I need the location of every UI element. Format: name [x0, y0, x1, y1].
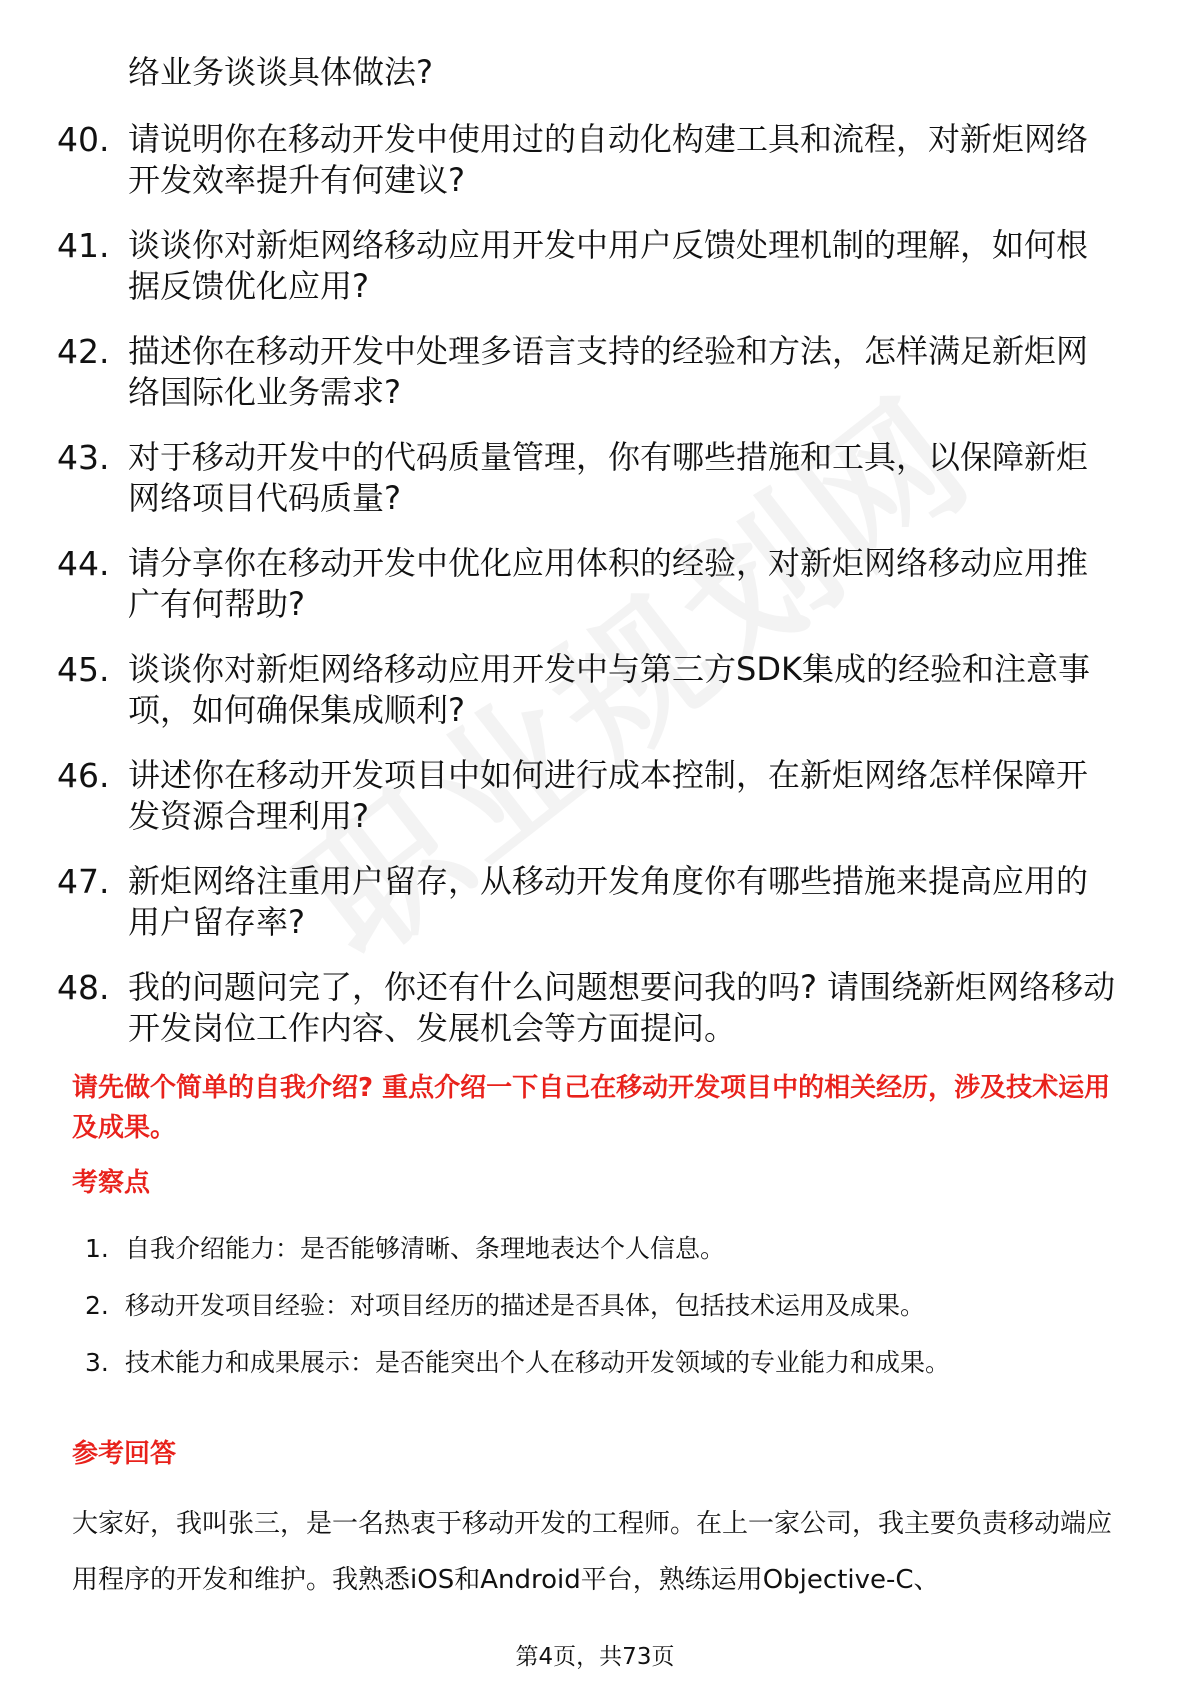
point-number: 2. — [85, 1291, 109, 1320]
point-text: 自我介绍能力：是否能够清晰、条理地表达个人信息。 — [125, 1234, 726, 1263]
list-item — [0, 543, 1190, 625]
evaluation-points-list — [0, 1232, 1190, 1403]
list-item — [0, 52, 1190, 93]
page-footer: 第4页，共73页 — [515, 1644, 675, 1670]
list-item — [0, 967, 1190, 1049]
question-number: 45. — [57, 650, 110, 689]
reference-answer: 大家好，我叫张三，是一名热衷于移动开发的工程师。在上一家公司，我主要负责移动端应用程序的开发和维护。我熟悉iOS和Android平台，熟练运用Objective-C、 — [72, 1509, 1113, 1595]
question-text: 谈谈你对新炬网络移动应用开发中与第三方SDK集成的经验和注意事项，如何确保集成顺利? — [128, 650, 1090, 729]
question-number: 47. — [57, 862, 110, 901]
point-number: 1. — [85, 1234, 109, 1263]
point-text: 移动开发项目经验：对项目经历的描述是否具体，包括技术运用及成果。 — [125, 1291, 926, 1320]
question-number: 48. — [57, 968, 110, 1007]
list-item — [0, 1289, 1190, 1346]
section-heading-points: 考察点 — [72, 1168, 151, 1198]
list-item — [0, 649, 1190, 731]
question-text: 我的问题问完了，你还有什么问题想要问我的吗? 请围绕新炬网络移动开发岗位工作内容、发展机会等方面提问。 — [128, 968, 1116, 1047]
question-number: 40. — [57, 120, 110, 159]
list-item — [0, 225, 1190, 307]
list-item — [0, 331, 1190, 413]
list-item — [0, 437, 1190, 519]
question-number: 43. — [57, 438, 110, 477]
question-number: 41. — [57, 226, 110, 265]
question-text: 描述你在移动开发中处理多语言支持的经验和方法，怎样满足新炬网络国际化业务需求? — [128, 332, 1089, 411]
list-item — [0, 119, 1190, 201]
list-item — [0, 1346, 1190, 1403]
question-text: 请分享你在移动开发中优化应用体积的经验，对新炬网络移动应用推广有何帮助? — [128, 544, 1089, 623]
question-text: 谈谈你对新炬网络移动应用开发中用户反馈处理机制的理解，如何根据反馈优化应用? — [128, 226, 1089, 305]
question-list — [0, 52, 1190, 1073]
point-text: 技术能力和成果展示：是否能突出个人在移动开发领域的专业能力和成果。 — [125, 1348, 951, 1377]
question-text: 请说明你在移动开发中使用过的自动化构建工具和流程，对新炬网络开发效率提升有何建议? — [128, 120, 1089, 199]
section-heading-answer: 参考回答 — [72, 1439, 177, 1469]
list-item — [0, 861, 1190, 943]
question-text: 对于移动开发中的代码质量管理，你有哪些措施和工具，以保障新炬网络项目代码质量? — [128, 438, 1089, 517]
question-number: 46. — [57, 756, 110, 795]
question-number: 44. — [57, 544, 110, 583]
question-number: 42. — [57, 332, 110, 371]
question-text: 新炬网络注重用户留存，从移动开发角度你有哪些措施来提高应用的用户留存率? — [128, 862, 1089, 941]
list-item — [0, 1232, 1190, 1289]
highlighted-question: 请先做个简单的自我介绍? 重点介绍一下自己在移动开发项目中的相关经历，涉及技术运用及成果。 — [72, 1073, 1111, 1143]
point-number: 3. — [85, 1348, 109, 1377]
list-item — [0, 755, 1190, 837]
question-text: 络业务谈谈具体做法? — [128, 53, 433, 91]
question-text: 讲述你在移动开发项目中如何进行成本控制，在新炬网络怎样保障开发资源合理利用? — [128, 756, 1089, 835]
